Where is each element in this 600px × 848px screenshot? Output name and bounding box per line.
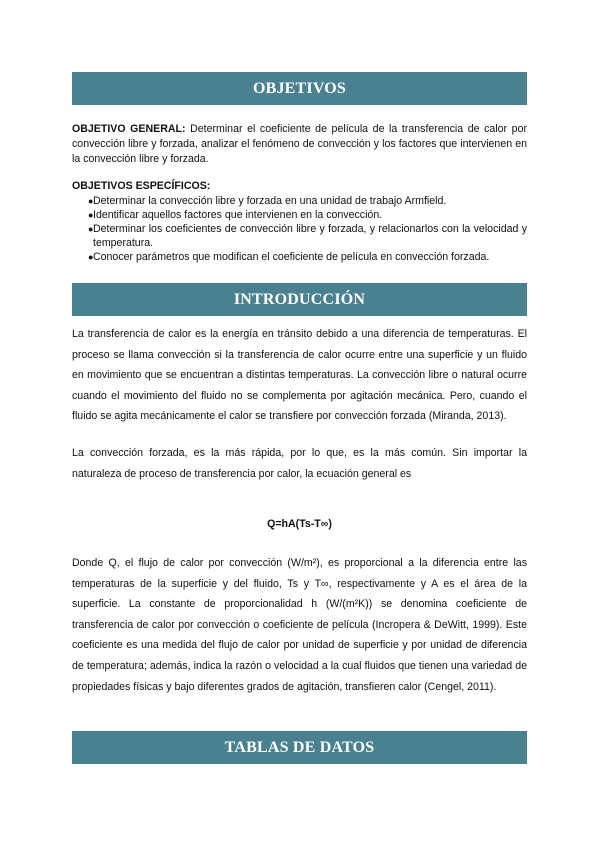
list-item: ● Determinar la convección libre y forzada en una unidad de trabajo Armfield. <box>88 195 447 207</box>
objetivo-general-label: OBJETIVO GENERAL: <box>72 123 186 135</box>
section-header-introduccion <box>72 283 527 316</box>
bullet-icon: ● <box>88 210 94 220</box>
objetivo-general-text: Determinar el coeficiente de película de la transferencia de calor por convección libre y forzada, analizar el fenómeno de convección y los factores que intervienen en la convección libre y forzada. <box>72 123 527 165</box>
intro-paragraph-2: La convección forzada, es la más rápida, por lo que, es la más común. Sin importar la naturaleza de proceso de transferencia por calor, la ecuación general es <box>72 446 527 480</box>
list-item: ● Determinar los coeficientes de convección libre y forzada, y relacionarlos con la velocidad y temperatura. <box>88 223 527 249</box>
intro-paragraph-3: Donde Q, el flujo de calor por convección (W/m²), es proporcional a la diferencia entre las temperaturas de la superficie y del fluido, Ts y T∞, respectivamente y A es el área de la superficie. La constante de proporcionalidad h (W/(m²K)) se denomina coeficiente de transferencia de calor por convección o coeficiente de película (Incropera & DeWitt, 1999). Este coeficiente es una medida del flujo de calor por unidad de superficie y por unidad de diferencia de temperatura; además, indica la razón o velocidad a la cual fluidos que tienen una variedad de propiedades físicas y bajo diferentes grados de agitación, transfieren calor (Cengel, 2011). <box>72 557 527 693</box>
section-header-tablas <box>72 731 527 764</box>
bullet-icon: ● <box>88 224 94 234</box>
objetivos-especificos-list <box>72 194 527 264</box>
section-title: INTRODUCCIÓN <box>233 290 366 308</box>
section-header-objetivos <box>72 72 527 105</box>
section-title: TABLAS DE DATOS <box>224 738 375 756</box>
introduccion-body <box>72 324 527 484</box>
section-title: OBJETIVOS <box>252 79 347 97</box>
objetivos-especificos-label: OBJETIVOS ESPECÍFICOS: <box>72 180 211 192</box>
bullet-icon: ● <box>88 196 94 206</box>
list-item: ● Identificar aquellos factores que intervienen en la convección. <box>88 209 383 221</box>
intro-paragraph-1: La transferencia de calor es la energía en tránsito debido a una diferencia de temperaturas. El proceso se llama convección si la transferencia de calor ocurre entre una superficie y un fluido en movimiento que se encuentran a distintas temperaturas. La convección libre o natural ocurre cuando el movimiento del fluido no se complementa por agitación mecánica. Pero, cuando el fluido se agita mecánicamente el calor se transfiere por convección forzada (Miranda, 2013). <box>72 328 527 423</box>
equation: Q=hA(Ts-T∞) <box>267 518 332 530</box>
list-item: ● Conocer parámetros que modifican el coeficiente de película en convección forzada. <box>88 251 490 263</box>
bullet-icon: ● <box>88 252 94 262</box>
objetivo-general-paragraph <box>72 122 527 167</box>
